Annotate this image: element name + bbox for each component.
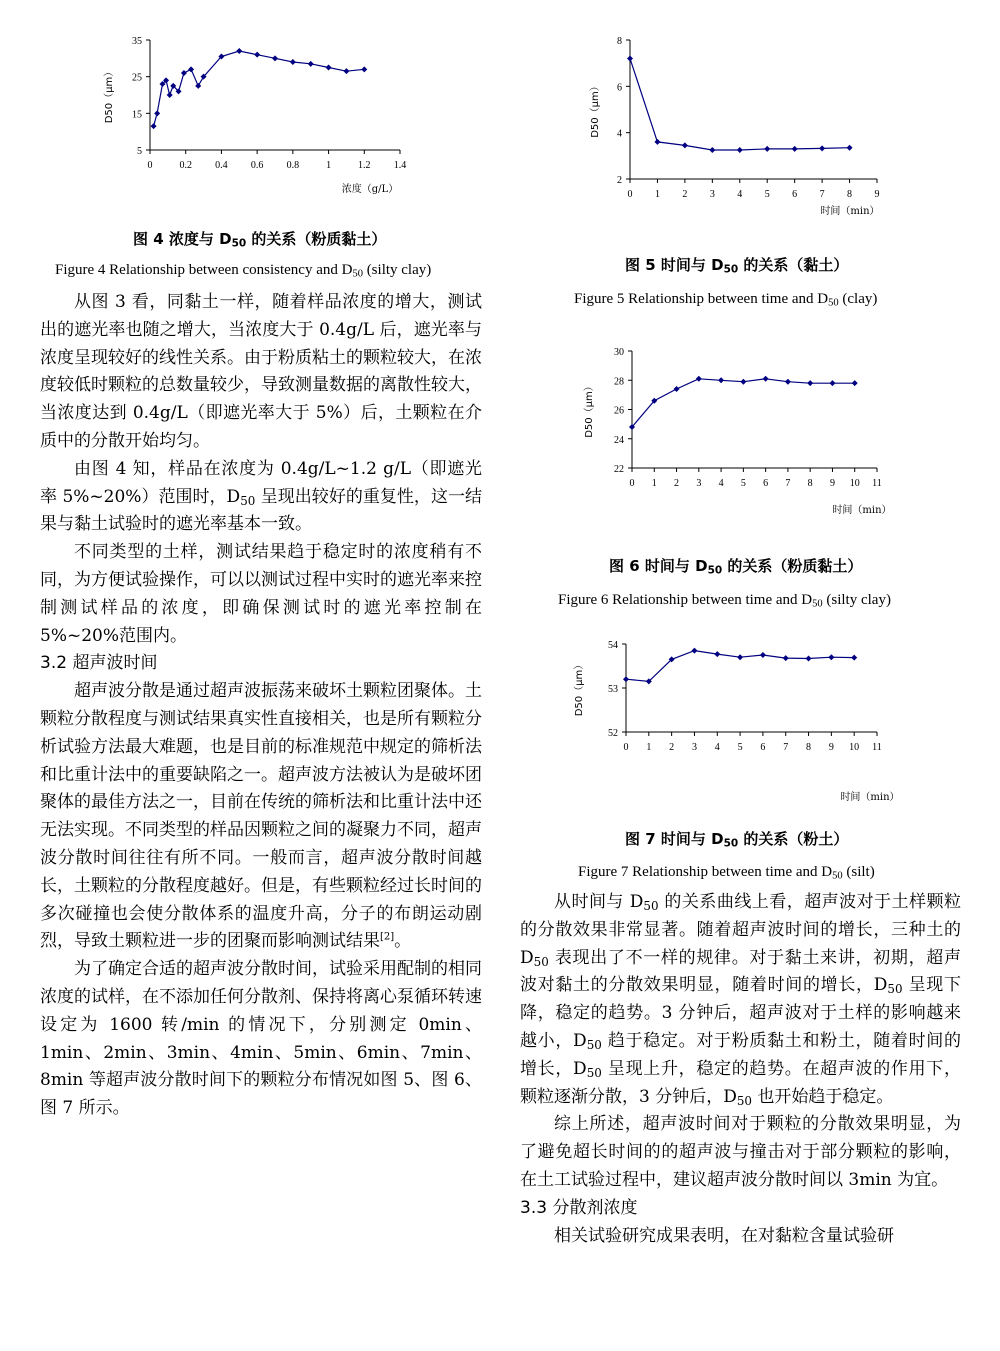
data-point bbox=[627, 56, 633, 62]
paragraph-text: 。 bbox=[394, 931, 412, 952]
data-point bbox=[674, 386, 680, 392]
x-tick-label: 1.2 bbox=[358, 160, 371, 171]
figure-4-caption-en-sub: 50 bbox=[352, 268, 363, 280]
data-point bbox=[682, 142, 688, 148]
figure-7-svg bbox=[570, 630, 910, 810]
data-point bbox=[188, 66, 194, 72]
figure-4-svg bbox=[100, 30, 420, 200]
data-point bbox=[847, 145, 853, 151]
data-point bbox=[828, 654, 834, 660]
x-tick-label: 0.8 bbox=[286, 160, 300, 171]
figure-5-caption-en-text: Figure 5 Relationship between time and D bbox=[574, 291, 829, 307]
y-tick-label: 22 bbox=[614, 464, 624, 475]
figure-7-caption-zh-sub: 50 bbox=[723, 837, 739, 850]
data-point bbox=[272, 55, 278, 61]
figure-7-caption-zh bbox=[625, 828, 848, 849]
figure-4-caption-en-rest: (silty clay) bbox=[362, 262, 432, 278]
figure-6-caption-zh-sub: 50 bbox=[707, 564, 723, 577]
figure-5-caption-zh-rest: 的关系（黏土） bbox=[738, 256, 849, 274]
figure-5-caption-en-sub: 50 bbox=[828, 297, 839, 309]
data-point bbox=[254, 52, 260, 58]
figure-6-caption-en-sub: 50 bbox=[812, 598, 823, 610]
x-tick-label: 8 bbox=[806, 742, 812, 753]
x-tick-label: 8 bbox=[807, 478, 813, 489]
x-tick-label: 0.6 bbox=[250, 160, 264, 171]
x-tick-label: 5 bbox=[737, 742, 743, 753]
y-tick-label: 30 bbox=[614, 347, 624, 358]
x-tick-label: 8 bbox=[847, 189, 853, 200]
figure-5-chart bbox=[580, 30, 900, 225]
x-tick-label: 1 bbox=[651, 478, 657, 489]
paragraph-text: 呈现出较好的重复性，这一结果与黏土试验时的遮光率基本一致。 bbox=[40, 486, 482, 535]
figure-6-chart bbox=[580, 340, 910, 530]
paragraph bbox=[520, 889, 961, 1111]
data-point bbox=[623, 676, 629, 682]
paragraph: 不同类型的土样，测试结果趋于稳定时的浓度稍有不同，为方便试验操作，可以以测试过程中实时的遮光率来控制测试样品的浓度，即确保测试时的遮光率控制在 5%~20%范围内。 bbox=[40, 542, 482, 646]
series-line bbox=[632, 379, 855, 427]
figure-4-caption-zh-rest: 的关系（粉质黏土） bbox=[246, 230, 387, 248]
figure-7-chart bbox=[570, 630, 910, 810]
data-point bbox=[806, 656, 812, 662]
x-tick-label: 10 bbox=[849, 742, 860, 753]
y-axis-label: D50（μm） bbox=[590, 81, 601, 138]
subscript: 50 bbox=[586, 1037, 602, 1052]
figure-5-caption-zh-sub: 50 bbox=[723, 263, 739, 276]
y-axis-label: D50（μm） bbox=[104, 66, 115, 124]
data-point bbox=[764, 146, 770, 152]
figure-4-caption-en bbox=[55, 262, 431, 279]
data-point bbox=[154, 110, 160, 116]
x-tick-label: 5 bbox=[764, 189, 770, 200]
paragraph-text: 超声波分散是通过超声波振荡来破坏土颗粒团聚体。土颗粒分散程度与测试结果真实性直接相关，也是所有颗粒分析试验方法最大难题，也是目前的标准规范中规定的筛析法和比重计法中的重要缺陷之一。超声波方法被认为是破坏团聚体的最佳方法之一，目前在传统的筛析法和比重计法中还无法实现。不同类型的样品因颗粒之间的凝聚力不同，超声波分散时间往往有所不同。一般而言，超声波分散时间越长，土颗粒的分散程度越好。但是，有些颗粒经过长时间的多次碰撞也会使分散体系的温度升高，分子的布朗运动剧烈，导致土颗粒进一步的团聚而影响测试结果 bbox=[40, 681, 482, 952]
data-point bbox=[718, 377, 724, 383]
figure-5-caption-en-rest: (clay) bbox=[838, 291, 878, 307]
figure-6-caption-en-text: Figure 6 Relationship between time and D bbox=[558, 592, 813, 608]
series-line bbox=[154, 51, 365, 126]
x-tick-label: 2 bbox=[674, 478, 680, 489]
y-tick-label: 35 bbox=[132, 36, 142, 47]
x-tick-label: 0 bbox=[147, 160, 153, 171]
x-tick-label: 10 bbox=[849, 478, 860, 489]
data-point bbox=[696, 376, 702, 382]
series-line bbox=[630, 59, 850, 151]
x-tick-label: 4 bbox=[737, 189, 743, 200]
figure-4-caption-zh-text: 图 4 浓度与 D bbox=[133, 230, 232, 248]
y-tick-label: 2 bbox=[617, 175, 622, 186]
figure-6-caption-zh-rest: 的关系（粉质黏土） bbox=[722, 557, 863, 575]
figure-6-svg bbox=[580, 340, 910, 530]
paragraph-text: 呈现上升，稳定的趋势。在超声波的作用下，颗粒逐渐分散，3 分钟后，D bbox=[520, 1058, 961, 1107]
citation-link[interactable]: [2] bbox=[380, 931, 395, 943]
y-tick-label: 25 bbox=[132, 72, 142, 84]
x-axis-label: 时间（min） bbox=[820, 206, 880, 217]
subscript: 50 bbox=[643, 898, 659, 913]
x-tick-label: 0 bbox=[627, 189, 633, 200]
data-point bbox=[195, 83, 201, 89]
data-point bbox=[852, 380, 858, 386]
x-tick-label: 2 bbox=[669, 742, 675, 753]
y-tick-label: 26 bbox=[614, 405, 624, 417]
subscript: 50 bbox=[533, 954, 549, 969]
y-axis-label: D50（μm） bbox=[584, 381, 595, 438]
figure-7-caption-zh-rest: 的关系（粉土） bbox=[738, 830, 849, 848]
figure-4-caption-zh bbox=[133, 228, 386, 249]
data-point bbox=[714, 651, 720, 657]
paragraph-text: 趋于稳定。对于粉质黏土和粉土，随着时间的增长，D bbox=[520, 1030, 961, 1079]
paragraph-text: 由图 4 知，样品在浓度为 0.4g/L~1.2 g/L（即遮光率 5%~20%）范围时，D bbox=[40, 458, 482, 507]
right-column bbox=[520, 889, 961, 1250]
paragraph-text: 呈现下降，稳定的趋势。3 分钟后，超声波对于土样的影响越来越小，D bbox=[520, 975, 961, 1051]
x-tick-label: 3 bbox=[696, 478, 702, 489]
x-axis-label: 时间（min） bbox=[832, 505, 892, 516]
data-point bbox=[167, 92, 173, 98]
x-tick-label: 4 bbox=[718, 478, 724, 489]
x-tick-label: 6 bbox=[792, 189, 798, 200]
data-point bbox=[181, 70, 187, 76]
subscript: 50 bbox=[736, 1093, 752, 1108]
paragraph: 从图 3 看，同黏土一样，随着样品浓度的增大，测试出的遮光率也随之增大，当浓度大于 0.4g/L 后，遮光率与浓度呈现较好的线性关系。由于粉质粘土的颗粒较大，在浓度较低时颗粒的总数量较少，导致测量数据的离散性较大，当浓度达到 0.4g/L（即遮光率大于 5%）后，土颗粒在介质中的分散开始均匀。 bbox=[40, 292, 482, 451]
figure-7-caption-en-text: Figure 7 Relationship between time and D bbox=[578, 864, 833, 880]
subscript: 50 bbox=[240, 493, 256, 508]
subscript: 50 bbox=[887, 982, 903, 997]
figure-7-caption-en-sub: 50 bbox=[832, 870, 843, 882]
y-tick-label: 52 bbox=[608, 728, 618, 739]
paragraph-text: 的关系曲线上看，超声波对于土样颗粒的分散效果非常显著。随着超声波时间的增长，三种土的 D bbox=[520, 892, 961, 968]
x-tick-label: 3 bbox=[709, 189, 715, 200]
paragraph-text: 也开始趋于稳定。 bbox=[752, 1086, 894, 1107]
figure-5-caption-en bbox=[574, 291, 877, 308]
x-tick-label: 0.4 bbox=[215, 160, 228, 171]
data-point bbox=[792, 146, 798, 152]
x-tick-label: 0.2 bbox=[179, 160, 192, 171]
x-tick-label: 1 bbox=[654, 189, 660, 200]
paragraph bbox=[40, 678, 482, 956]
figure-6-caption-en-rest: (silty clay) bbox=[822, 592, 891, 608]
data-point bbox=[361, 66, 367, 72]
data-point bbox=[709, 147, 715, 153]
figure-5-caption-zh-text: 图 5 时间与 D bbox=[625, 256, 724, 274]
data-point bbox=[308, 61, 314, 67]
y-tick-label: 4 bbox=[617, 128, 622, 140]
paragraph bbox=[40, 456, 482, 539]
figure-7-caption-en bbox=[578, 864, 875, 881]
x-tick-label: 2 bbox=[682, 189, 688, 200]
data-point bbox=[807, 380, 813, 386]
data-point bbox=[819, 145, 825, 151]
data-point bbox=[691, 648, 697, 654]
x-axis-label: 时间（min） bbox=[840, 792, 900, 803]
paragraph: 为了确定合适的超声波分散时间，试验采用配制的相同浓度的试样，在不添加任何分散剂、保持将离心泵循环转速设定为 1600 转/min 的情况下，分别测定 0min、1min、2min、3min、4min、5min、6min、7min、8min 等超声波分散时间下的颗粒分布情况如图 5、图 6、图 7 所示。 bbox=[40, 959, 482, 1119]
data-point bbox=[785, 379, 791, 385]
y-tick-label: 24 bbox=[614, 434, 624, 446]
data-point bbox=[760, 652, 766, 658]
y-tick-label: 8 bbox=[617, 36, 622, 47]
figure-4-caption-zh-sub: 50 bbox=[231, 237, 247, 250]
data-point bbox=[236, 48, 242, 54]
x-tick-label: 4 bbox=[714, 742, 720, 753]
x-tick-label: 9 bbox=[829, 478, 835, 489]
x-tick-label: 7 bbox=[785, 478, 791, 489]
y-tick-label: 6 bbox=[617, 82, 622, 94]
left-column bbox=[40, 289, 482, 1123]
data-point bbox=[851, 655, 857, 661]
x-tick-label: 0 bbox=[623, 742, 629, 753]
x-tick-label: 1.4 bbox=[393, 160, 407, 171]
y-tick-label: 15 bbox=[132, 109, 142, 121]
paragraph-text: 从时间与 D bbox=[554, 892, 644, 912]
paragraph-text: 表现出了不一样的规律。对于黏土来讲，初期，超声波对黏土的分散效果明显，随着时间的增长，D bbox=[520, 947, 961, 996]
data-point bbox=[763, 376, 769, 382]
data-point bbox=[343, 68, 349, 74]
paragraph: 综上所述，超声波时间对于颗粒的分散效果明显，为了避免超长时间的的超声波与撞击对于部分颗粒的影响，在土工试验过程中，建议超声波分散时间以 3min 为宜。 bbox=[520, 1114, 961, 1190]
y-tick-label: 5 bbox=[137, 146, 142, 157]
figure-4-chart bbox=[100, 30, 420, 200]
data-point bbox=[829, 380, 835, 386]
x-tick-label: 7 bbox=[783, 742, 789, 753]
x-tick-label: 1 bbox=[326, 160, 332, 171]
figure-4-caption-en-text: Figure 4 Relationship between consistency and D bbox=[55, 262, 353, 278]
x-tick-label: 3 bbox=[691, 742, 697, 753]
x-tick-label: 5 bbox=[740, 478, 746, 489]
x-tick-label: 11 bbox=[872, 478, 882, 489]
figure-7-caption-en-rest: (silt) bbox=[842, 864, 875, 880]
data-point bbox=[654, 139, 660, 145]
x-tick-label: 6 bbox=[763, 478, 769, 489]
paragraph: 相关试验研究成果表明，在对黏粒含量试验研 bbox=[554, 1225, 894, 1246]
x-tick-label: 9 bbox=[828, 742, 834, 753]
figure-5-svg bbox=[580, 30, 900, 225]
figure-6-caption-en bbox=[558, 592, 891, 609]
x-axis-label: 浓度（g/L） bbox=[341, 184, 399, 195]
data-point bbox=[326, 65, 332, 71]
data-point bbox=[290, 59, 296, 65]
x-tick-label: 7 bbox=[819, 189, 825, 200]
figure-6-caption-zh-text: 图 6 时间与 D bbox=[609, 557, 708, 575]
y-tick-label: 53 bbox=[608, 684, 618, 695]
data-point bbox=[783, 655, 789, 661]
figure-6-caption-zh bbox=[609, 555, 862, 576]
data-point bbox=[737, 654, 743, 660]
x-tick-label: 9 bbox=[874, 189, 880, 200]
subscript: 50 bbox=[586, 1065, 602, 1080]
y-tick-label: 54 bbox=[608, 640, 618, 651]
section-heading-3-3: 3.3 分散剂浓度 bbox=[520, 1197, 638, 1218]
figure-7-caption-zh-text: 图 7 时间与 D bbox=[625, 830, 724, 848]
x-tick-label: 6 bbox=[760, 742, 766, 753]
data-point bbox=[737, 147, 743, 153]
y-tick-label: 28 bbox=[614, 376, 624, 388]
x-tick-label: 1 bbox=[646, 742, 652, 753]
data-point bbox=[151, 123, 157, 129]
figure-5-caption-zh bbox=[625, 254, 848, 275]
y-axis-label: D50（μm） bbox=[574, 659, 585, 717]
data-point bbox=[740, 379, 746, 385]
x-tick-label: 11 bbox=[872, 742, 882, 753]
section-heading-3-2: 3.2 超声波时间 bbox=[40, 653, 158, 674]
x-tick-label: 0 bbox=[629, 478, 635, 489]
